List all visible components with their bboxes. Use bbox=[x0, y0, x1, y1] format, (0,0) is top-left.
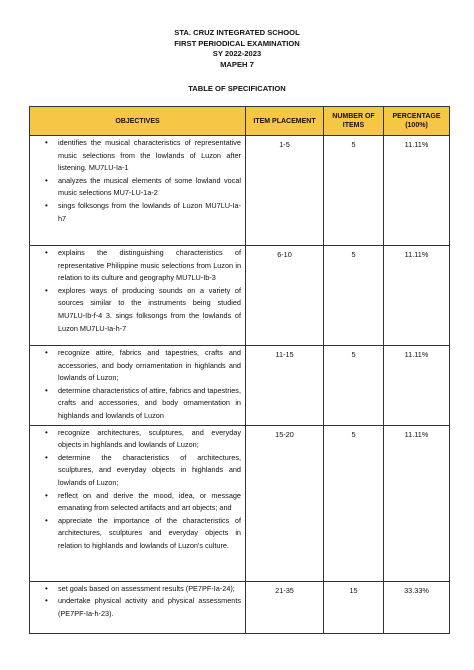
objective-item: • explains the distinguishing characteristics of representative Philippine music selections from Luzon in relation to its culture and geography MU7LU-Ib-3 bbox=[58, 247, 241, 285]
specification-table bbox=[29, 106, 450, 634]
item-placement-cell: 15-20 bbox=[246, 425, 324, 581]
objective-item: • determine characteristics of attire, fabrics and tapestries, crafts and accessories, and body ornamentation in highlands and lowlands of Luzon bbox=[58, 385, 241, 423]
subject-name: MAPEH 7 bbox=[220, 59, 254, 69]
table-header-row bbox=[30, 107, 450, 136]
table-row bbox=[30, 136, 450, 246]
table-row bbox=[30, 346, 450, 426]
objective-item: • analyzes the musical elements of some lowland vocal music selections MU7-LU-1a-2 bbox=[58, 175, 241, 200]
percentage-cell: 11.11% bbox=[384, 346, 450, 426]
percentage-cell: 33.33% bbox=[384, 581, 450, 633]
number-of-items-cell: 5 bbox=[324, 136, 384, 246]
objectives-list bbox=[30, 247, 245, 335]
objective-item: • set goals based on assessment results (PE7PF-Ia-24); bbox=[58, 583, 241, 596]
item-placement-cell: 6-10 bbox=[246, 246, 324, 346]
objectives-cell bbox=[30, 425, 246, 581]
item-placement-cell: 21-35 bbox=[246, 581, 324, 633]
objectives-list bbox=[30, 137, 245, 225]
objective-item: • recognize architectures, sculptures, and everyday objects in highlands and lowlands of Luzon; bbox=[58, 427, 241, 452]
objectives-cell bbox=[30, 581, 246, 633]
number-of-items-cell: 5 bbox=[324, 425, 384, 581]
objective-item: • sings folksongs from the lowlands of Luzon MU7LU-Ia-h7 bbox=[58, 200, 241, 225]
objectives-cell bbox=[30, 246, 246, 346]
table-row bbox=[30, 246, 450, 346]
objectives-list bbox=[30, 427, 245, 553]
objective-item: • determine the characteristics of architectures, sculptures, and everyday objects in highlands and lowlands of Luzon; bbox=[58, 452, 241, 490]
number-of-items-cell: 5 bbox=[324, 346, 384, 426]
percentage-cell: 11.11% bbox=[384, 136, 450, 246]
objective-item: • explores ways of producing sounds on a variety of sources similar to the instruments being studied MU7LU-Ib-f-4 3. sings folksongs from the lowlands of Luzon MU7LU-Ia-h-7 bbox=[58, 285, 241, 335]
table-row bbox=[30, 581, 450, 633]
objectives-cell bbox=[30, 346, 246, 426]
percentage-cell: 11.11% bbox=[384, 425, 450, 581]
table-title: TABLE OF SPECIFICATION bbox=[188, 84, 286, 93]
document-header bbox=[0, 28, 474, 70]
objective-item: • recognize attire, fabrics and tapestries, crafts and accessories, and body ornamentation in highlands and lowlands of Luzon; bbox=[58, 347, 241, 385]
exam-title: FIRST PERIODICAL EXAMINATION bbox=[174, 38, 300, 48]
objective-item: • identifies the musical characteristics of representative music selections from the lowlands of Luzon after listening. MU7LU-Ia-1 bbox=[58, 137, 241, 175]
header-item-placement: ITEM PLACEMENT bbox=[246, 107, 324, 136]
number-of-items-cell: 15 bbox=[324, 581, 384, 633]
school-name: STA. CRUZ INTEGRATED SCHOOL bbox=[174, 28, 300, 37]
item-placement-cell: 1-5 bbox=[246, 136, 324, 246]
objectives-cell bbox=[30, 136, 246, 246]
objectives-list bbox=[30, 347, 245, 423]
objective-item: • undertake physical activity and physical assessments (PE7PF-Ia-h-23). bbox=[58, 595, 241, 620]
school-year: SY 2022-2023 bbox=[212, 49, 262, 59]
number-of-items-cell: 5 bbox=[324, 246, 384, 346]
header-number-of-items: NUMBER OF ITEMS bbox=[324, 107, 384, 136]
percentage-cell: 11.11% bbox=[384, 246, 450, 346]
header-objectives: OBJECTIVES bbox=[30, 107, 246, 136]
objectives-list bbox=[30, 583, 245, 621]
header-percentage: PERCENTAGE (100%) bbox=[384, 107, 450, 136]
table-row bbox=[30, 425, 450, 581]
item-placement-cell: 11-15 bbox=[246, 346, 324, 426]
objective-item: • reflect on and derive the mood, idea, or message emanating from selected artifacts and art objects; and bbox=[58, 490, 241, 515]
objective-item: • appreciate the importance of the characteristics of architectures, sculptures and everyday objects in relation to highlands and lowlands of Luzon's culture. bbox=[58, 515, 241, 553]
